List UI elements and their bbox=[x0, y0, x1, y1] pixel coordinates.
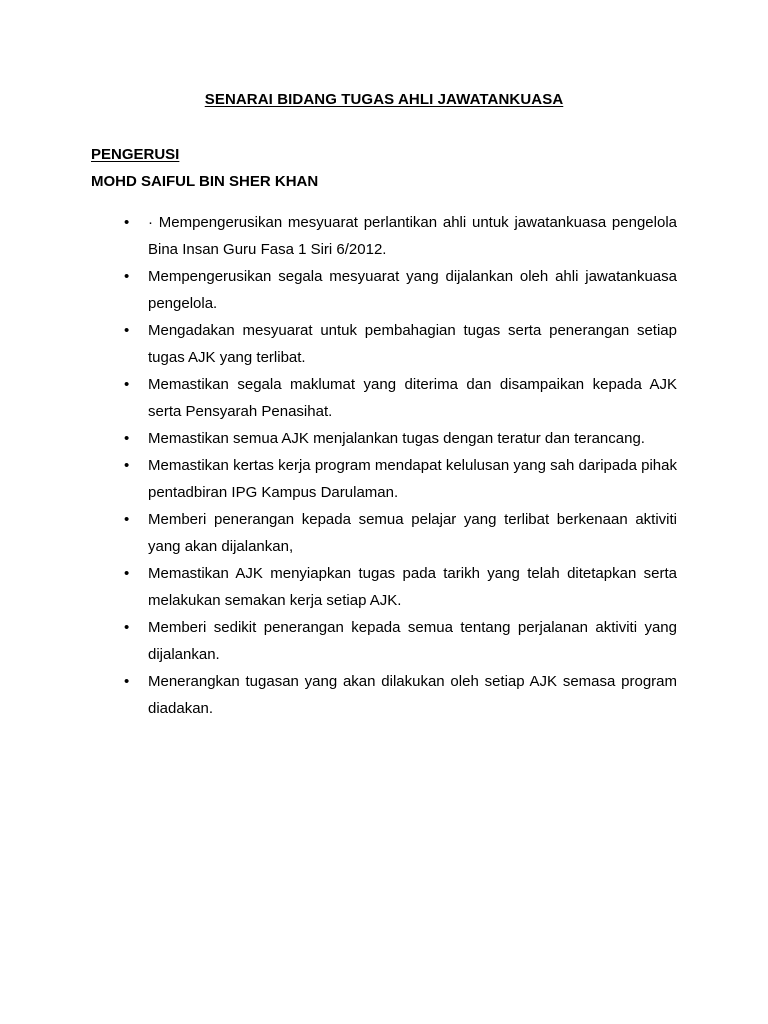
duty-item bbox=[120, 452, 677, 506]
duty-text: Menerangkan tugasan yang akan dilakukan oleh setiap AJK semasa program diadakan. bbox=[148, 673, 677, 717]
bullet-icon: • bbox=[124, 322, 130, 339]
duty-text: Memberi penerangan kepada semua pelajar yang terlibat berkenaan aktiviti yang akan dijalankan, bbox=[148, 511, 677, 555]
duty-list bbox=[120, 209, 677, 722]
duty-item bbox=[120, 668, 677, 722]
duty-text: Memastikan kertas kerja program mendapat kelulusan yang sah daripada pihak pentadbiran IPG Kampus Darulaman. bbox=[148, 457, 677, 501]
duty-text: Memberi sedikit penerangan kepada semua tentang perjalanan aktiviti yang dijalankan. bbox=[148, 619, 677, 663]
duty-text: Memastikan segala maklumat yang diterima dan disampaikan kepada AJK serta Pensyarah Penasihat. bbox=[148, 376, 677, 420]
bullet-icon: • bbox=[124, 619, 130, 636]
duty-item bbox=[120, 560, 677, 614]
bullet-icon: • bbox=[124, 268, 130, 285]
document-title bbox=[0, 91, 768, 108]
document-title-text: SENARAI BIDANG TUGAS AHLI JAWATANKUASA bbox=[204, 91, 564, 108]
duty-item bbox=[120, 263, 677, 317]
duty-text: · Mempengerusikan mesyuarat perlantikan ahli untuk jawatankuasa pengelola Bina Insan Guru Fasa 1 Siri 6/2012. bbox=[148, 214, 677, 258]
bullet-icon: • bbox=[124, 214, 130, 231]
duty-text: Mempengerusikan segala mesyuarat yang dijalankan oleh ahli jawatankuasa pengelola. bbox=[148, 268, 677, 312]
role-heading: PENGERUSI bbox=[91, 146, 180, 163]
person-name: MOHD SAIFUL BIN SHER KHAN bbox=[91, 173, 319, 190]
duty-text: Memastikan AJK menyiapkan tugas pada tarikh yang telah ditetapkan serta melakukan semakan kerja setiap AJK. bbox=[148, 565, 677, 609]
duty-text: Mengadakan mesyuarat untuk pembahagian tugas serta penerangan setiap tugas AJK yang terlibat. bbox=[148, 322, 677, 366]
bullet-icon: • bbox=[124, 430, 130, 447]
duty-text: Memastikan semua AJK menjalankan tugas dengan teratur dan terancang. bbox=[148, 430, 645, 447]
duty-item bbox=[120, 209, 677, 263]
bullet-icon: • bbox=[124, 457, 130, 474]
bullet-icon: • bbox=[124, 565, 130, 582]
duty-item bbox=[120, 317, 677, 371]
bullet-icon: • bbox=[124, 673, 130, 690]
bullet-icon: • bbox=[124, 376, 130, 393]
duty-item bbox=[120, 614, 677, 668]
duty-item bbox=[120, 506, 677, 560]
duty-item bbox=[120, 371, 677, 425]
duty-item bbox=[120, 425, 677, 452]
bullet-icon: • bbox=[124, 511, 130, 528]
